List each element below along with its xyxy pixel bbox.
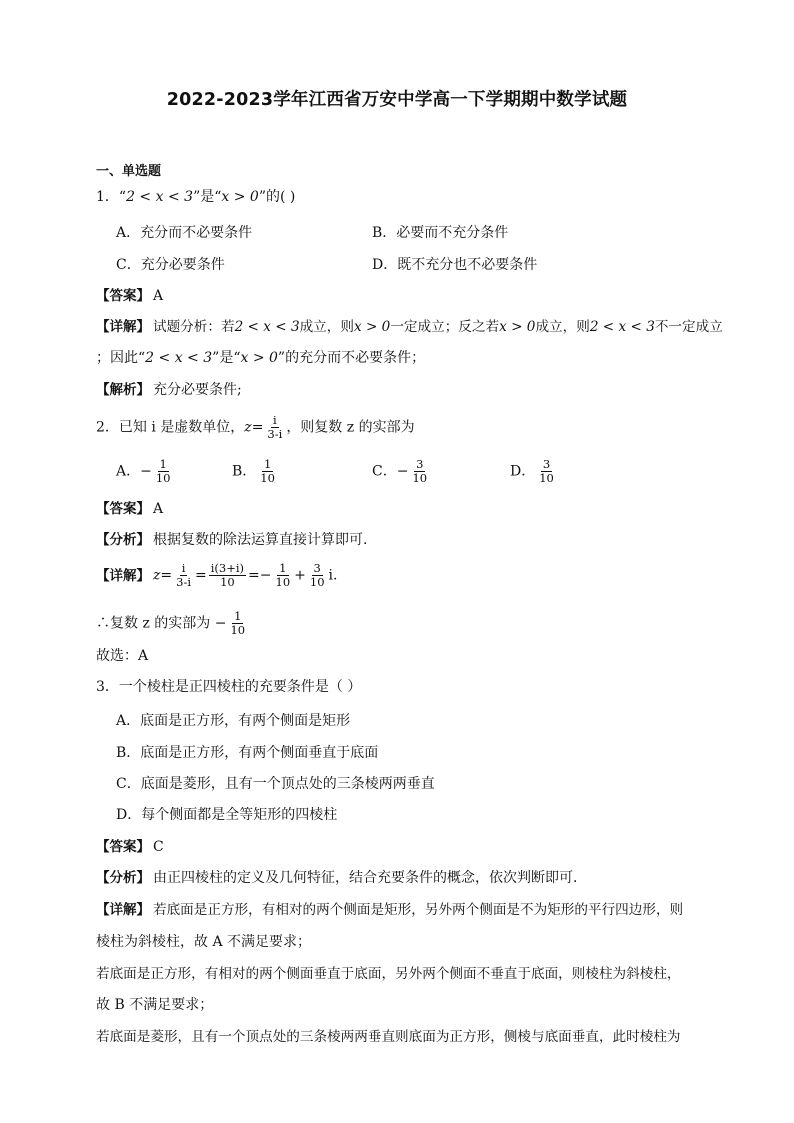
q1-analysis	[96, 380, 242, 400]
q1-answer-value: A	[153, 288, 164, 304]
q2-equals: =	[160, 567, 173, 584]
q3-answer	[96, 837, 164, 857]
option-fraction	[258, 458, 277, 485]
fraction-numerator: 1	[159, 457, 167, 471]
q2-analysis-text: 根据复数的除法运算直接计算即可.	[153, 532, 368, 548]
q1-option-c: C．充分必要条件	[116, 257, 225, 273]
fraction-numerator: i	[181, 561, 186, 575]
q3-analysis-text: 由正四棱柱的定义及几何特征，结合充要条件的概念，依次判断即可．	[153, 870, 587, 886]
option-fraction	[410, 458, 429, 485]
q1-detail-text: 不一定成立	[654, 319, 723, 335]
fraction-denominator: 10	[309, 575, 325, 589]
q1-answer	[96, 286, 163, 306]
q2-choice: 故选：A	[96, 648, 149, 664]
q2-option-c	[372, 458, 431, 485]
q2-stem-pre: 2．已知 i 是虚数单位，	[96, 419, 245, 436]
fraction-denominator: 10	[539, 471, 554, 485]
q2-equals: =	[251, 419, 264, 436]
fraction-denominator: 10	[260, 471, 275, 485]
detail-fraction	[308, 562, 327, 589]
q2-stem-fraction	[265, 414, 284, 441]
conclusion-fraction	[228, 610, 247, 637]
section-heading: 一、单选题	[96, 164, 162, 179]
q1-detail-text: 成立，则	[535, 319, 590, 335]
fraction-numerator: i(3+i)	[210, 561, 245, 575]
question-1-stem	[96, 187, 295, 207]
q3-option-d: D．每个侧面都是全等矩形的四棱柱	[116, 807, 338, 823]
detail-fraction	[209, 562, 246, 589]
fraction-numerator: 3	[542, 457, 551, 471]
detail-tag: 【详解】	[96, 902, 150, 918]
q2-answer	[96, 499, 163, 519]
fraction-numerator: 1	[234, 609, 242, 623]
question-2-stem	[96, 414, 415, 441]
q2-detail	[96, 562, 337, 589]
answer-tag: 【答案】	[96, 839, 150, 855]
q1-stem-post: ”的( )	[258, 189, 296, 205]
fraction-numerator: 3	[416, 457, 424, 471]
option-label: D．	[510, 463, 536, 480]
q2-answer-value: A	[153, 501, 164, 517]
q3-detail-text: 若底面是正方形，有相对的两个侧面是矩形，另外两个侧面是不为矩形的平行四边形，则	[153, 902, 684, 918]
q1-detail-math: x > 0	[353, 319, 391, 335]
option-label: B．	[232, 463, 257, 480]
detail-fraction	[174, 562, 193, 589]
q1-detail-text: ”的充分而不必要条件；	[277, 350, 426, 366]
q1-detail-text: 一定成立；反之若	[390, 319, 500, 335]
q2-variable-z: z	[153, 567, 161, 584]
q1-option-b: B．必要而不充分条件	[372, 225, 509, 241]
q2-conclusion	[96, 610, 249, 637]
q3-option-a: A．底面是正方形，有两个侧面是矩形	[116, 713, 351, 729]
answer-tag: 【答案】	[96, 501, 150, 517]
q3-detail-line-2: 棱柱为斜棱柱，故 A 不满足要求；	[96, 934, 312, 950]
fraction-denominator: 10	[275, 575, 291, 589]
answer-tag: 【答案】	[96, 288, 150, 304]
q1-analysis-text: 充分必要条件;	[153, 382, 242, 398]
q1-stem-math-1: 2 < x < 3	[126, 189, 194, 205]
detail-plus: +	[294, 567, 306, 584]
q1-detail-text: 试题分析：若	[153, 319, 235, 335]
option-label: A．−	[116, 463, 152, 480]
q1-detail-text: 成立，则	[299, 319, 354, 335]
q1-detail-math: 2 < x < 3	[234, 319, 300, 335]
q2-stem-post: ，则复数 z 的实部为	[286, 419, 415, 436]
detail-fraction	[274, 562, 293, 589]
analysis-tag: 【分析】	[96, 870, 150, 886]
analysis-tag: 【分析】	[96, 532, 150, 548]
q3-option-b: B．底面是正方形，有两个侧面垂直于底面	[116, 745, 379, 761]
q3-analysis	[96, 868, 587, 888]
option-fraction	[537, 458, 556, 485]
q1-detail-text: ”是“	[212, 350, 241, 366]
q1-option-a: A．充分而不必要条件	[116, 225, 253, 241]
q1-stem-math-2: x > 0	[221, 189, 259, 205]
fraction-numerator: 1	[263, 457, 272, 471]
q1-detail-math: x > 0	[240, 350, 278, 366]
q1-stem-mid: ”是“	[193, 189, 222, 205]
fraction-numerator: 3	[313, 561, 321, 575]
detail-equals-minus: =−	[248, 567, 272, 584]
fraction-numerator: 1	[279, 561, 287, 575]
fraction-denominator: 3-i	[176, 575, 192, 589]
page-title: 2022-2023学年江西省万安中学高一下学期期中数学试题	[166, 90, 628, 110]
q2-option-a	[116, 458, 174, 485]
q1-option-d: D．既不充分也不必要条件	[372, 257, 538, 273]
fraction-denominator: 10	[220, 575, 235, 589]
fraction-denominator: 10	[155, 471, 171, 485]
detail-equals: =	[195, 567, 207, 584]
detail-tag: 【详解】	[96, 319, 150, 335]
option-label: C．−	[372, 463, 409, 480]
q1-detail-math: 2 < x < 3	[589, 319, 655, 335]
q2-variable-z: z	[244, 419, 252, 436]
q2-option-b	[232, 458, 279, 485]
fraction-denominator: 10	[412, 471, 428, 485]
q3-detail-line-3: 若底面是正方形，有相对的两个侧面垂直于底面，另外两个侧面不垂直于底面，则棱柱为斜棱柱，	[96, 966, 681, 982]
q1-detail-line-2	[96, 348, 425, 368]
q1-stem-pre: 1．“	[96, 189, 127, 205]
q3-detail-line-1	[96, 900, 683, 920]
q3-detail-line-4: 故 B 不满足要求；	[96, 997, 214, 1013]
q1-detail-line-1	[96, 317, 723, 337]
detail-imag-unit: i.	[328, 567, 338, 584]
question-3-stem: 3．一个棱柱是正四棱柱的充要条件是（ ）	[96, 679, 362, 695]
q2-conclusion-text: ∴复数 z 的实部为 −	[96, 615, 227, 632]
q1-detail-math: x > 0	[499, 319, 536, 335]
q2-option-d	[510, 458, 558, 485]
q2-analysis	[96, 530, 367, 550]
analysis-end-tag: 【解析】	[96, 382, 150, 398]
q1-detail-text: ；因此“	[96, 350, 146, 366]
q3-detail-line-5: 若底面是菱形，且有一个顶点处的三条棱两两垂直则底面为正方形，侧棱与底面垂直，此时棱柱为	[96, 1029, 681, 1045]
q3-option-c: C．底面是菱形，且有一个顶点处的三条棱两两垂直	[116, 776, 435, 792]
fraction-denominator: 3-i	[267, 427, 283, 441]
option-fraction	[154, 458, 173, 485]
q3-answer-value: C	[153, 839, 164, 855]
detail-tag: 【详解】	[96, 567, 150, 584]
q1-detail-math: 2 < x < 3	[145, 350, 213, 366]
fraction-denominator: 10	[230, 623, 246, 637]
fraction-numerator: i	[273, 413, 277, 427]
